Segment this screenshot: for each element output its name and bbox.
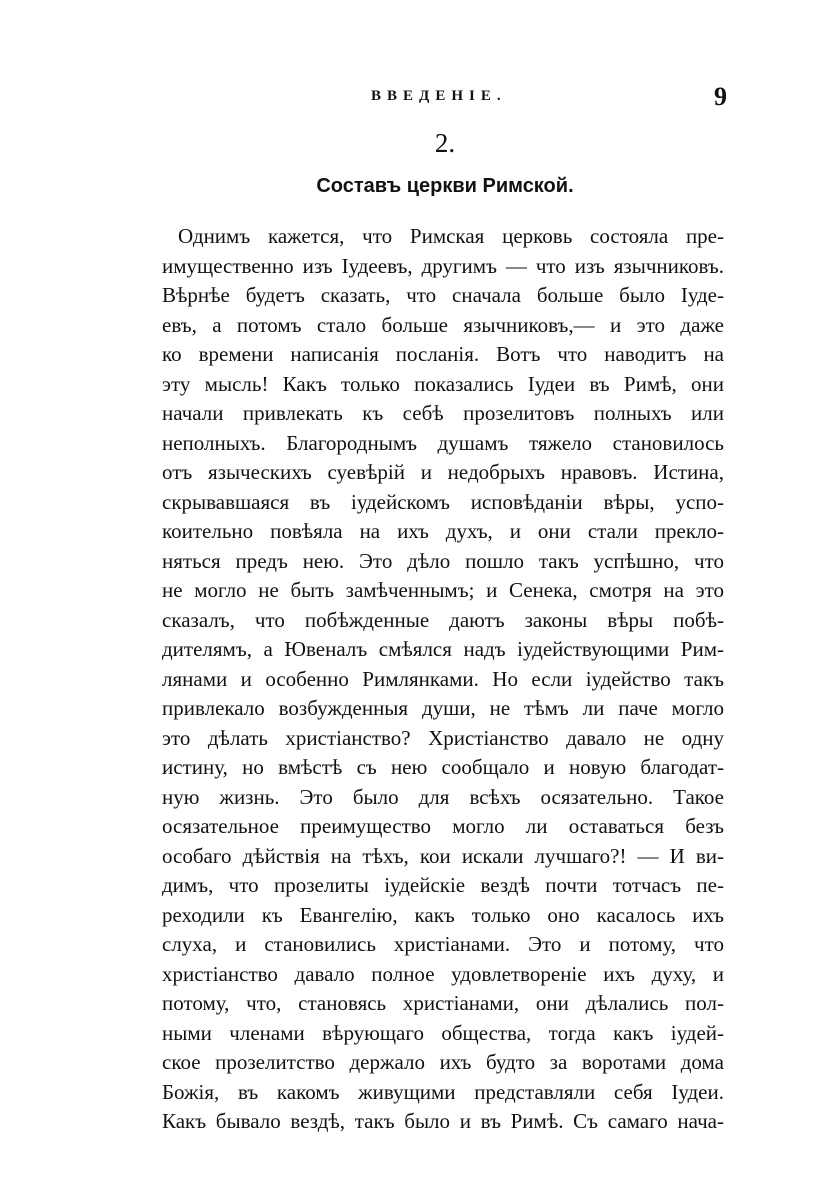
text-line: это дѣлать христіанство? Христіанство давало не одну bbox=[162, 725, 724, 750]
text-line: слуха, и становились христіанами. Это и потому, что bbox=[162, 932, 724, 956]
text-line: дителямъ, а Ювеналъ смѣялся надъ іудействующими Рим- bbox=[162, 637, 724, 661]
section-number: 2. bbox=[434, 128, 456, 158]
text-line: христіанство давало полное удовлетвореніе ихъ духу, и bbox=[162, 961, 724, 986]
text-line: особаго дѣйствія на тѣхъ, кои искали лучшаго?! — И ви- bbox=[162, 843, 724, 868]
text-line: имущественно изъ Іудеевъ, другимъ — что изъ язычниковъ. bbox=[162, 253, 724, 278]
text-line: лянами и особенно Римлянками. Но если іудейство такъ bbox=[162, 666, 724, 691]
text-line: няться предъ нею. Это дѣло пошло такъ успѣшно, что bbox=[162, 548, 724, 573]
text-line: ко времени написанія посланія. Вотъ что наводитъ на bbox=[162, 342, 724, 366]
text-line: реходили къ Евангелію, какъ только оно касалось ихъ bbox=[162, 902, 724, 927]
text-line: скрывавшаяся въ іудейскомъ исповѣданіи вѣры, успо- bbox=[162, 489, 724, 514]
text-line: потому, что, становясь христіанами, они дѣлались пол- bbox=[162, 991, 724, 1015]
text-line: истину, но вмѣстѣ съ нею сообщало и новую благодат- bbox=[162, 755, 724, 779]
text-line: отъ языческихъ суевѣрій и недобрыхъ нравовъ. Истина, bbox=[162, 460, 724, 484]
text-line: ными членами вѣрующаго общества, тогда какъ іудей- bbox=[162, 1020, 724, 1045]
text-line: коительно повѣяла на ихъ духъ, и они стали прекло- bbox=[162, 519, 724, 543]
text-line: ское прозелитство держало ихъ будто за воротами дома bbox=[162, 1050, 724, 1074]
text-line: сказалъ, что побѣжденные даютъ законы вѣры побѣ- bbox=[162, 607, 724, 632]
text-line: неполныхъ. Благороднымъ душамъ тяжело становилось bbox=[162, 430, 724, 455]
text-line: Какъ бывало вездѣ, такъ было и въ Римѣ. Съ самаго нача- bbox=[162, 1109, 724, 1133]
text-line: евъ, а потомъ стало больше язычниковъ,— и это даже bbox=[162, 312, 724, 337]
text-line: эту мысль! Какъ только показались Іудеи въ Римѣ, они bbox=[162, 371, 724, 396]
section-title: Составъ церкви Римской. bbox=[316, 175, 574, 197]
running-head: ВВЕДЕНІЕ. bbox=[371, 88, 507, 104]
page-number: 9 bbox=[714, 82, 727, 111]
text-line: привлекало возбужденныя души, не тѣмъ ли паче могло bbox=[162, 696, 724, 720]
body-paragraph bbox=[162, 222, 724, 1137]
text-line: Божія, въ какомъ живущими представляли себя Іудеи. bbox=[162, 1079, 724, 1104]
text-line: ную жизнь. Это было для всѣхъ осязательно. Такое bbox=[162, 784, 724, 809]
text-line: начали привлекать къ себѣ прозелитовъ полныхъ или bbox=[162, 401, 724, 425]
text-line: димъ, что прозелиты іудейскіе вездѣ почти тотчасъ пе- bbox=[162, 873, 724, 897]
text-line: Вѣрнѣе будетъ сказать, что сначала больше было Іуде- bbox=[162, 283, 724, 307]
text-line: Однимъ кажется, что Римская церковь состояла пре- bbox=[178, 224, 724, 248]
text-line: не могло не быть замѣченнымъ; и Сенека, смотря на это bbox=[162, 578, 724, 602]
text-line: осязательное преимущество могло ли оставаться безъ bbox=[162, 814, 724, 838]
